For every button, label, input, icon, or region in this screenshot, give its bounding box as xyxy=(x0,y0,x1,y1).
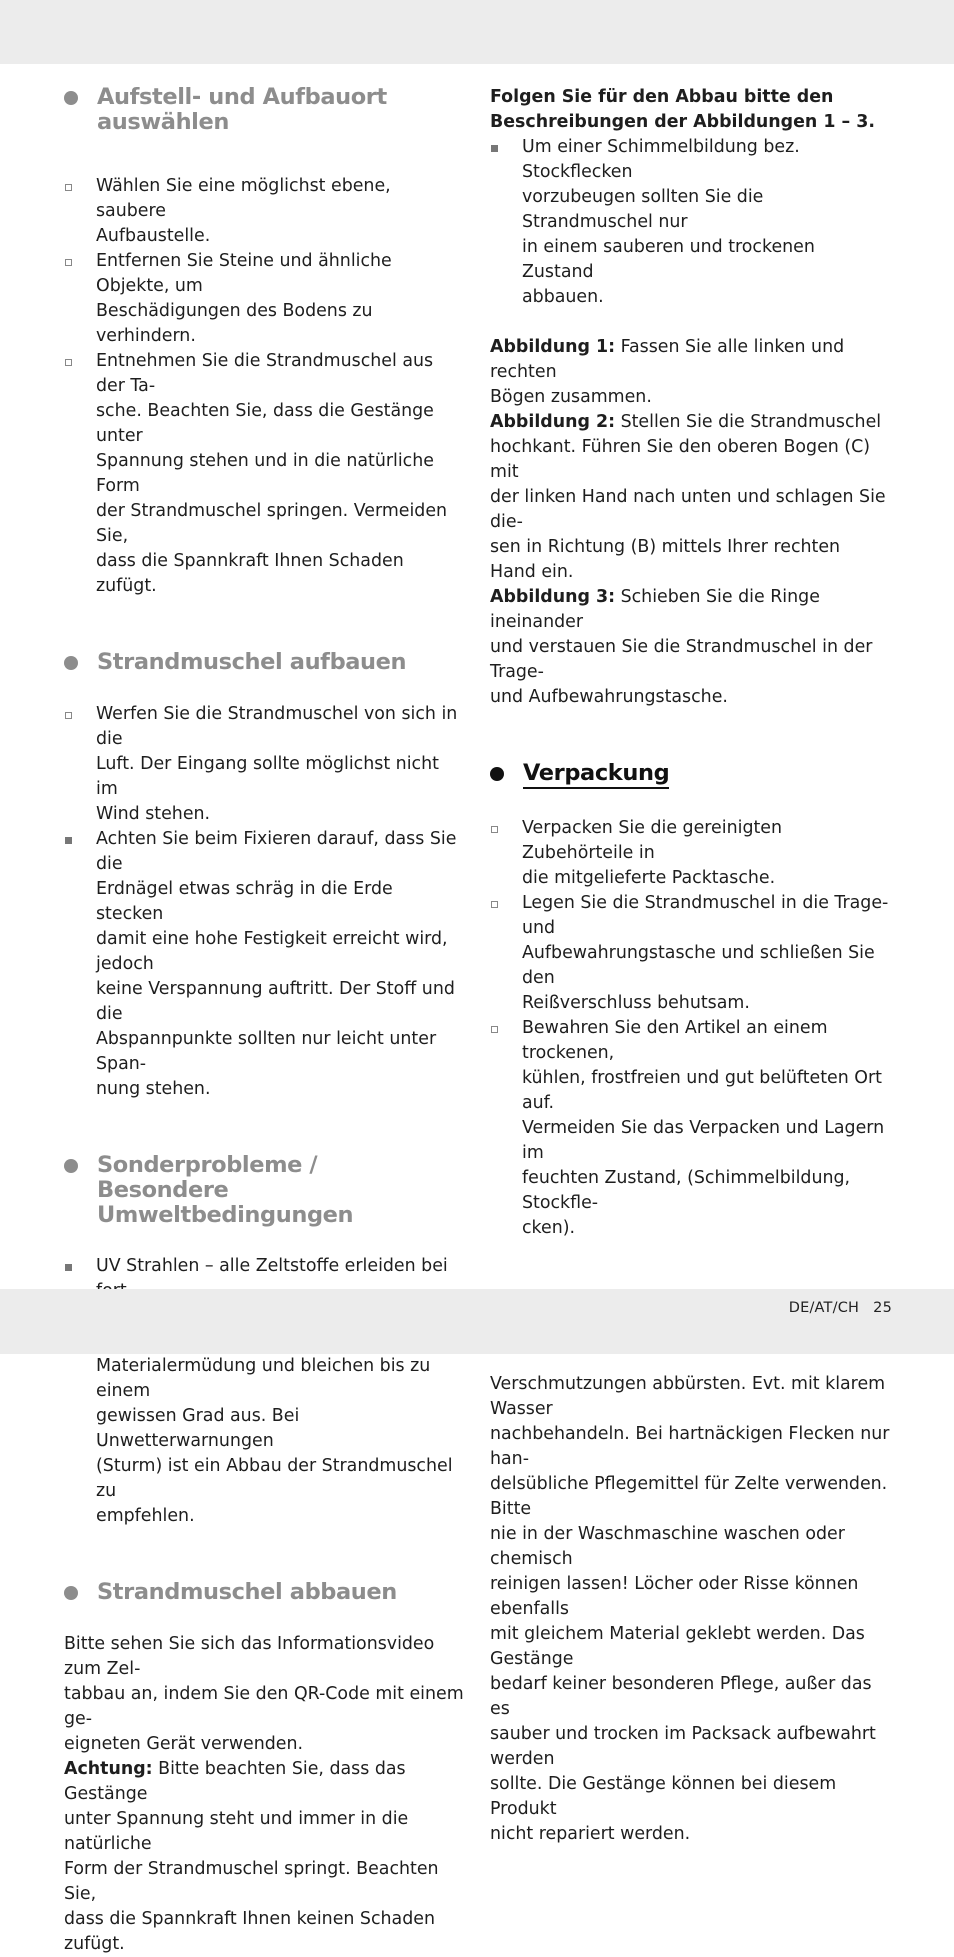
list-item: Verpacken Sie die gereinigten Zubehörteile in die mitgelieferte Packtasche. xyxy=(490,816,890,891)
right-column xyxy=(490,85,890,1847)
heading-aufbauen: Strandmuschel aufbauen xyxy=(64,650,464,675)
list-item: Bewahren Sie den Artikel an einem trockenen, kühlen, frostfreien und gut belüfteten Ort auf. Vermeiden Sie das Verpacken und Lagern im feuchten Zustand, (Schimmelbildung, Stockfle- cken). xyxy=(490,1016,890,1241)
checkbox-square-icon xyxy=(491,826,498,833)
checkbox-square-icon xyxy=(65,359,72,366)
fig1-label: Abbildung 1: xyxy=(490,337,616,357)
list-item: Werfen Sie die Strandmuschel von sich in die Luft. Der Eingang sollte möglichst nicht im Wind stehen. xyxy=(64,702,464,827)
list-item: UV Strahlen – alle Zeltstoffe erleiden bei Materialermüdung und bleichen bis zu einem gewissen Grad aus. Bei Unwetterwarnungen (Sturm) ist ein Abbau der Strandmuschel zu empfehlen. xyxy=(64,1254,464,1529)
checkbox-square-icon xyxy=(65,712,72,719)
wartung-paragraph: Verschmutzungen abbürsten. Evt. mit klarem Wasser nachbehandeln. Bei hartnäckigen Flecken nur han- delsübliche Pflegemittel für Zelte verwenden. Bitte nie in der Waschmaschine waschen oder chemisch reinigen lassen! Löcher oder Risse können ebenfalls mit gleichem Material geklebt werden. Das Gestänge bedarf keiner besonderen Pflege, außer das es sauber und trocken im Packsack aufbewahrt werden sollte. Die Gestänge können bei diesem Produkt nicht repariert werden. xyxy=(490,1374,890,1844)
section-bullet-icon xyxy=(64,1586,78,1600)
figure-descriptions: Abbildung 1: Fassen Sie alle linken und rechten Bögen zusammen. Abbildung 2: Stellen Sie die Strandmuschel hochkant. Führen Sie den oberen Bogen (C) mit der linken Hand nach unten und schlagen Sie die- sen in Richtung (B) mittels Ihrer rechten Hand ein. Abbildung 3: Schieben Sie die Ringe ineinander und verstauen Sie die Strandmuschel in der Trage- und Aufbewahrungstasche. xyxy=(490,337,886,707)
list-aufstellort xyxy=(64,174,464,599)
filled-square-icon xyxy=(491,145,498,152)
checkbox-square-icon xyxy=(65,259,72,266)
heading-abbauen: Strandmuschel abbauen xyxy=(64,1580,464,1605)
heading-aufstellort: Aufstell- und Aufbauort auswählen xyxy=(64,85,464,135)
page-footer xyxy=(789,1300,892,1316)
footer-band xyxy=(0,1289,954,1354)
list-item: Um einer Schimmelbildung bez. Stockflecken vorzubeugen sollten Sie die Strandmuschel nur in einem sauberen und trockenen Zustand abbauen. xyxy=(490,135,890,310)
list-item: Entnehmen Sie die Strandmuschel aus der Ta- sche. Beachten Sie, dass die Gestänge unter Spannung stehen und in die natürliche Form der Strandmuschel springen. Vermeiden Sie, dass die Spannkraft Ihnen Schaden zufügt. xyxy=(64,349,464,599)
page-number: 25 xyxy=(873,1300,892,1316)
filled-square-icon xyxy=(65,1264,72,1271)
list-item: Entfernen Sie Steine und ähnliche Objekte, um Beschädigungen des Bodens zu verhindern. xyxy=(64,249,464,349)
section-bullet-icon xyxy=(64,91,78,105)
fig2-label: Abbildung 2: xyxy=(490,412,616,432)
list-item: Achten Sie beim Fixieren darauf, dass Sie die Erdnägel etwas schräg in die Erde stecken damit eine hohe Festigkeit erreicht wird, jedoch keine Verspannung auftritt. Der Stoff und die Abspannpunkte sollten nur leicht unter Span- nung stehen. xyxy=(64,827,464,1102)
list-aufbauen xyxy=(64,702,464,1102)
section-bullet-icon xyxy=(490,767,504,781)
achtung-label: Achtung: xyxy=(64,1759,153,1779)
locale-label: DE/AT/CH xyxy=(788,1300,860,1316)
section-bullet-icon xyxy=(64,1159,78,1173)
heading-verpackung: Verpackung xyxy=(490,761,890,789)
left-column xyxy=(64,85,464,1957)
filled-square-icon xyxy=(65,837,72,844)
list-abbau-hinweis xyxy=(490,135,890,310)
list-item: Legen Sie die Strandmuschel in die Trage- und Aufbewahrungstasche und schließen Sie den Reißverschluss behutsam. xyxy=(490,891,890,1016)
list-verpackung xyxy=(490,816,890,1241)
list-item: Wählen Sie eine möglichst ebene, saubere Aufbaustelle. xyxy=(64,174,464,249)
header-band xyxy=(0,0,954,64)
fig3-label: Abbildung 3: xyxy=(490,587,616,607)
heading-sonderprobleme: Sonderprobleme / Besondere Umweltbedingungen xyxy=(64,1153,464,1228)
abbau-intro: Folgen Sie für den Abbau bitte den Beschreibungen der Abbildungen 1 – 3. xyxy=(490,87,875,132)
checkbox-square-icon xyxy=(65,184,72,191)
checkbox-square-icon xyxy=(491,901,498,908)
section-bullet-icon xyxy=(64,656,78,670)
abbau-paragraph: Bitte sehen Sie sich das Informationsvideo zum Zel- tabbau an, indem Sie den QR-Code mit einem ge- eigneten Gerät verwenden. Achtung: Bitte beachten Sie, dass das Gestänge unter Spannung steht und immer in die natürliche Form der Strandmuschel springt. Beachten Sie, dass die Spannkraft Ihnen keinen Schaden zufügt. xyxy=(64,1634,464,1954)
checkbox-square-icon xyxy=(491,1026,498,1033)
